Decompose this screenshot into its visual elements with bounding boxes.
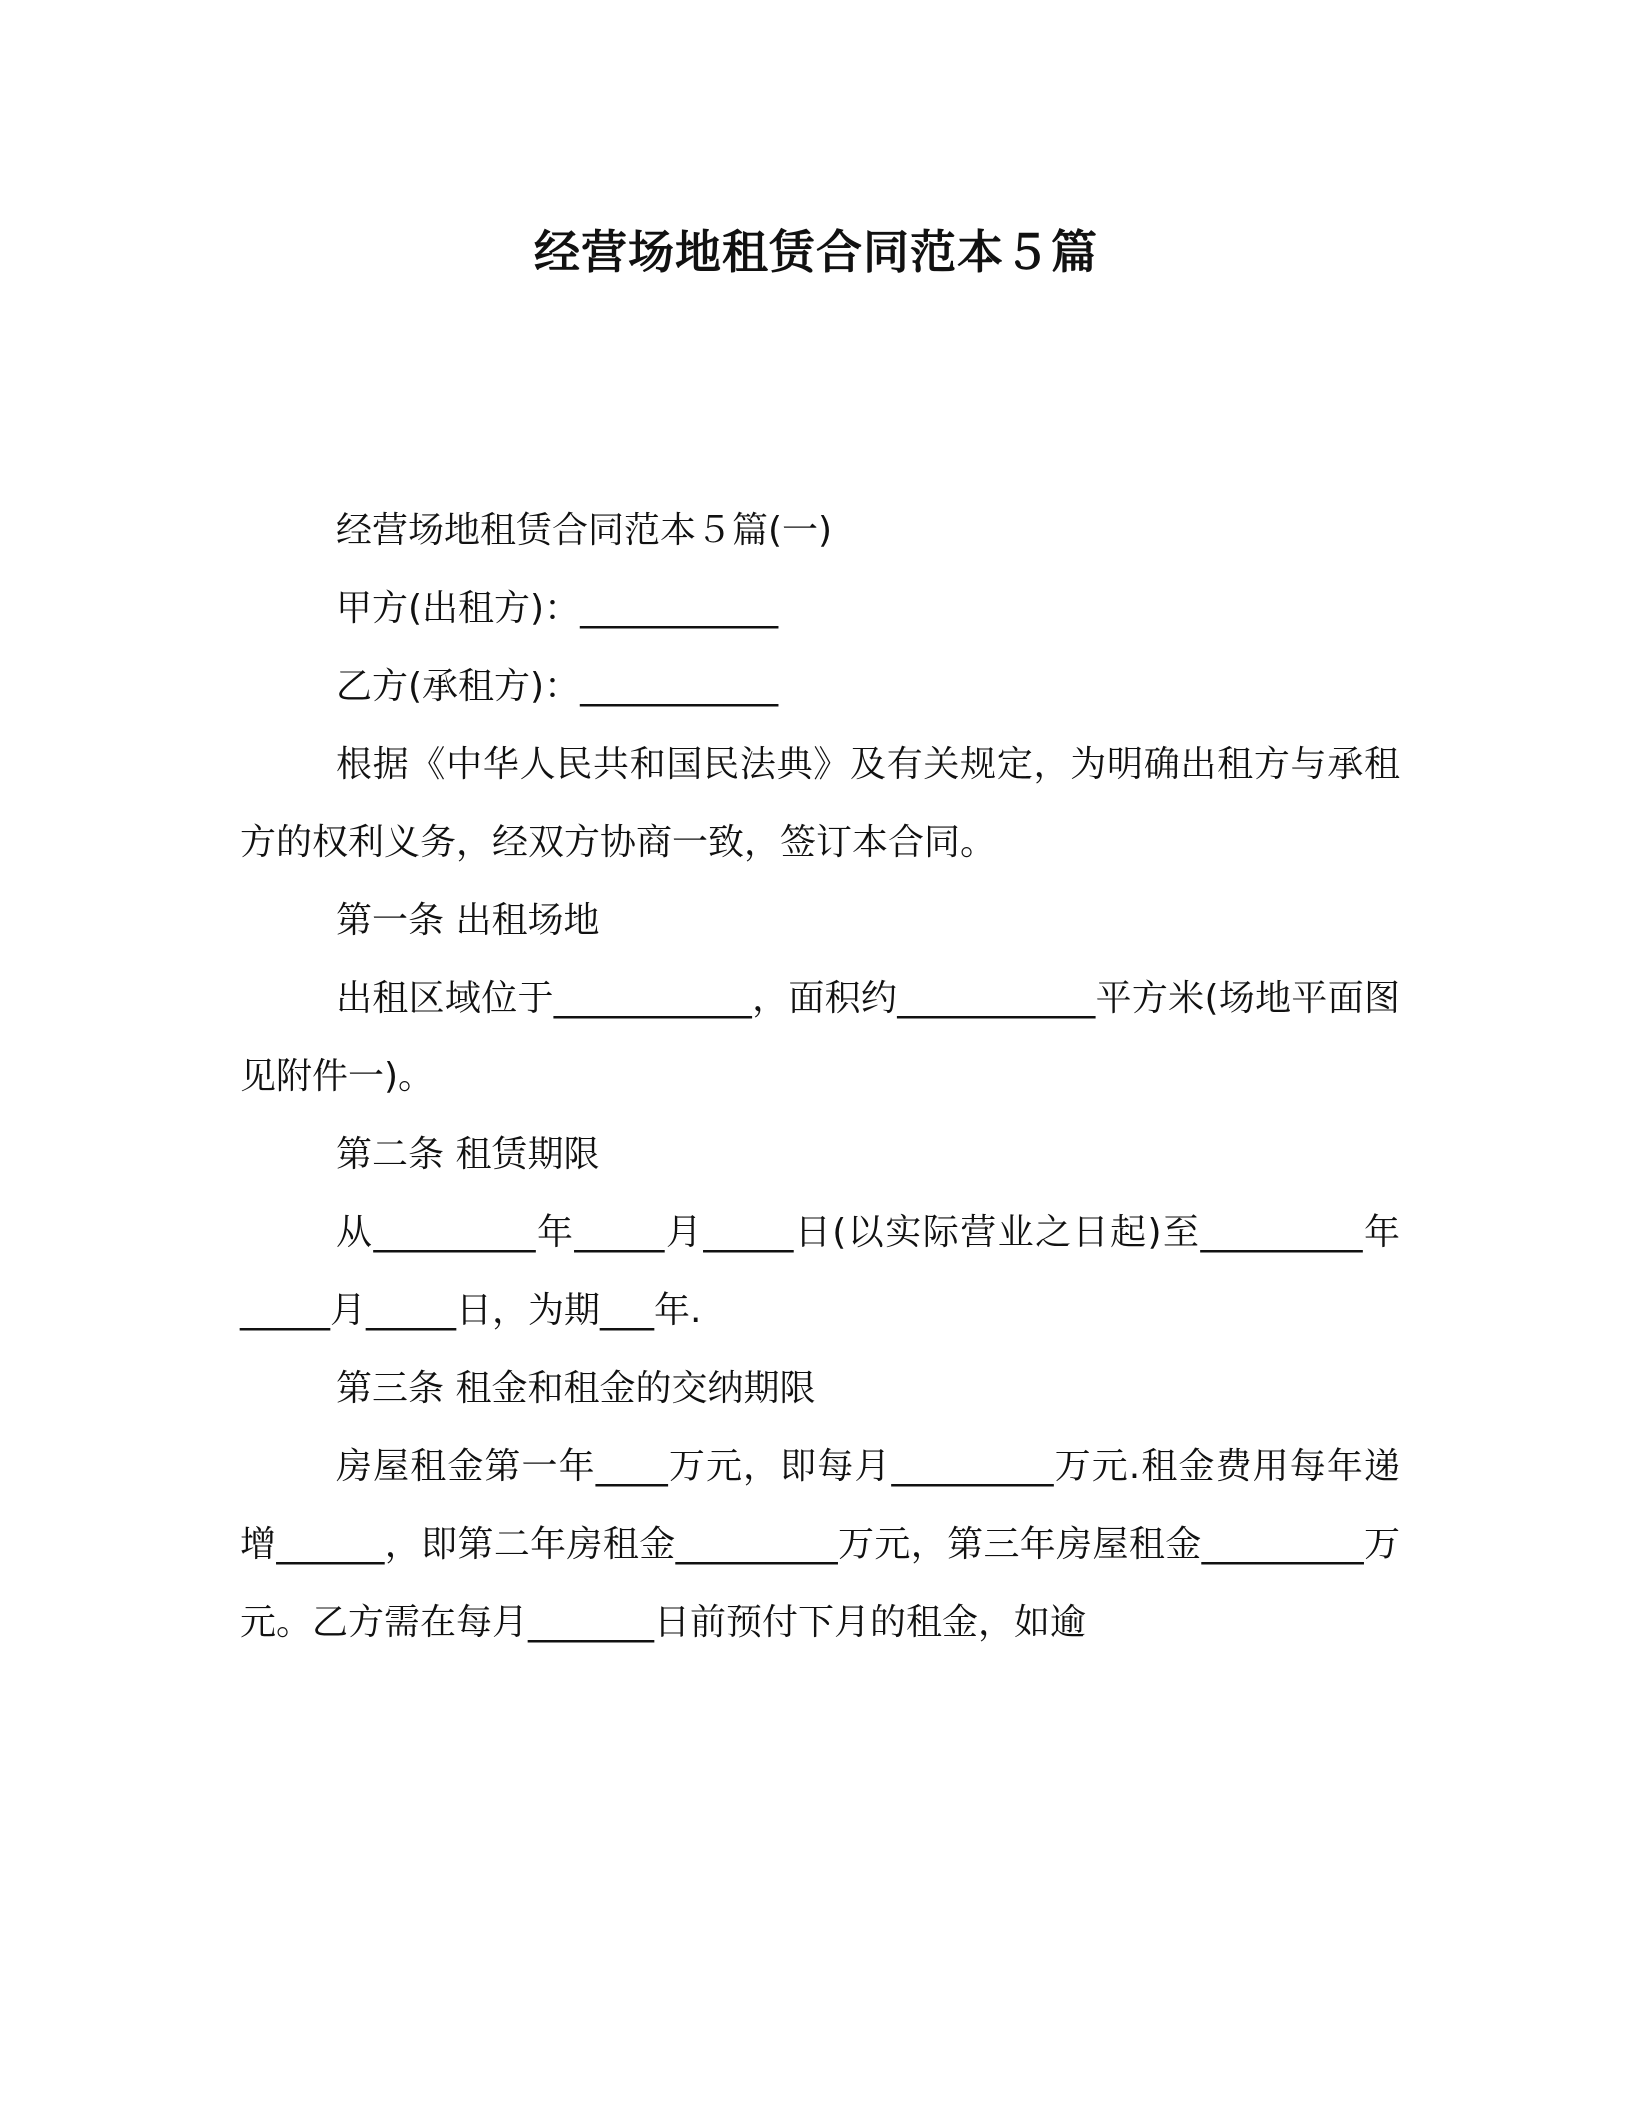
article-1-text: 出租区域位于___________，面积约___________平方米(场地平面图见附件一)。 [240, 978, 1400, 1097]
document-body [240, 492, 1400, 1662]
document-title: 经营场地租赁合同范本５篇 [534, 225, 1098, 279]
party-b-line: 乙方(承租方)：___________ [336, 666, 779, 707]
preamble-paragraph: 根据《中华人民共和国民法典》及有关规定，为明确出租方与承租方的权利义务，经双方协商一致，签订本合同。 [240, 744, 1400, 863]
article-2-text: 从_________年_____月_____日(以实际营业之日起)至_________年_____月_____日，为期___年. [240, 1212, 1400, 1331]
article-1-heading: 第一条 出租场地 [336, 900, 600, 941]
party-a-line: 甲方(出租方)：___________ [336, 588, 779, 629]
article-3-heading: 第三条 租金和租金的交纳期限 [336, 1368, 816, 1409]
article-3-text: 房屋租金第一年____万元，即每月_________万元.租金费用每年递增______，即第二年房租金_________万元，第三年房屋租金_________万元。乙方需在每月_______日前预付下月的租金，如逾 [240, 1446, 1400, 1643]
section-heading: 经营场地租赁合同范本５篇(一) [336, 510, 833, 551]
article-2-heading: 第二条 租赁期限 [336, 1134, 600, 1175]
